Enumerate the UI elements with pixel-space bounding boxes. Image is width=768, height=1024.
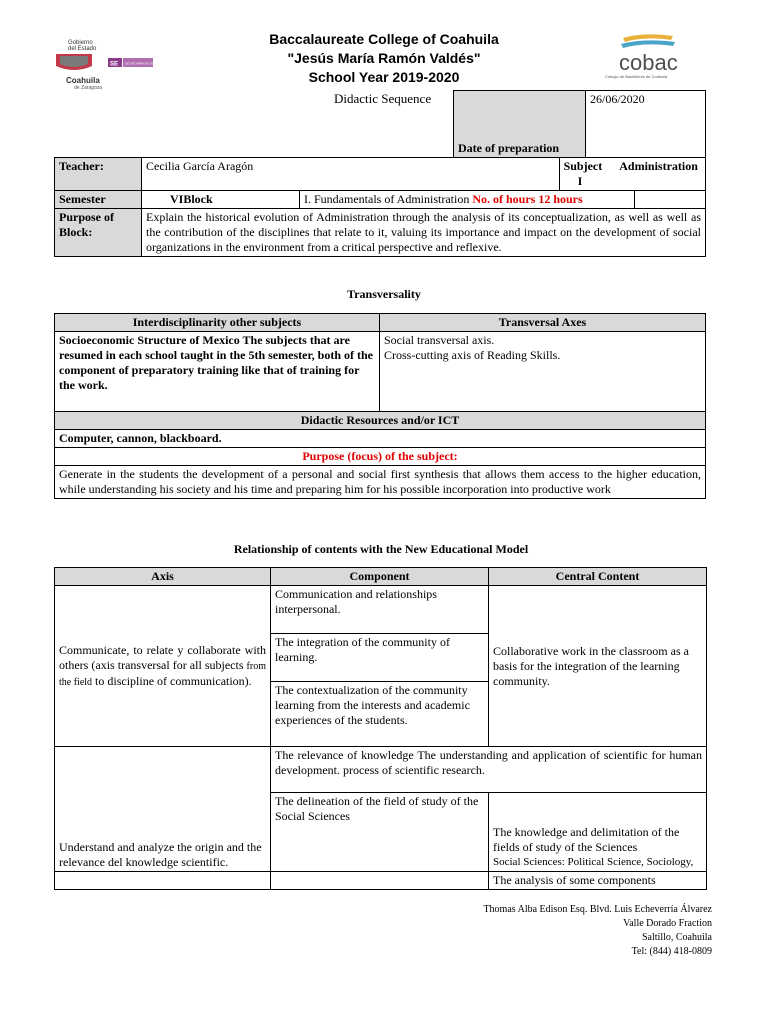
relationship-title: Relationship of contents with the New Educational Model bbox=[233, 542, 529, 556]
teacher-label: Teacher: bbox=[55, 158, 142, 191]
interdisciplinarity-text: Socioeconomic Structure of Mexico The subjects that are resumed in each school taught in the 5th semester, both of the component of preparatory training like that of training for the work. bbox=[55, 332, 380, 412]
header-line1: Baccalaureate College of Coahuila bbox=[269, 31, 499, 47]
footer-line4: Tel: (844) 418-0809 bbox=[631, 946, 712, 957]
component5: The delineation of the field of study of the Social Sciences bbox=[271, 793, 489, 872]
interdisciplinarity-header: Interdisciplinarity other subjects bbox=[55, 314, 380, 332]
axis1-text-c: to discipline of communication). bbox=[95, 673, 252, 688]
relationship-table bbox=[54, 567, 707, 890]
block-label: Block bbox=[183, 192, 213, 206]
component3: The contextualization of the community learning from the interests and academic experiences of the students. bbox=[271, 682, 489, 747]
didactic-sequence-label: Didactic Sequence bbox=[334, 91, 432, 106]
gob-line2: del Estado bbox=[68, 46, 97, 52]
block-cell bbox=[300, 191, 635, 209]
semester-value: VI bbox=[170, 192, 184, 206]
transversal-axes-cell bbox=[380, 332, 706, 412]
subject-purpose-header: Purpose (focus) of the subject: bbox=[55, 448, 706, 466]
transversality-table bbox=[54, 313, 706, 499]
central-content-header: Central Content bbox=[489, 568, 707, 586]
resources-text: Computer, cannon, blackboard. bbox=[55, 430, 706, 448]
resources-header: Didactic Resources and/or ICT bbox=[55, 412, 706, 430]
cobac-logo bbox=[603, 30, 701, 86]
hours-text: No. of hours 12 hours bbox=[472, 192, 583, 206]
teacher-value: Cecilia García Aragón bbox=[142, 158, 560, 191]
subject-number: I bbox=[577, 174, 583, 188]
date-table bbox=[453, 90, 706, 158]
component-header: Component bbox=[271, 568, 489, 586]
component4: The relevance of knowledge The understanding and application of scientific for human development. process of scientific research. bbox=[271, 747, 707, 793]
axis-header: Axis bbox=[55, 568, 271, 586]
semester-label: Semester bbox=[55, 191, 142, 209]
axis1-text-a: Communicate, to relate y collaborate with others (axis transversal for all subjects bbox=[59, 642, 266, 672]
cobac-name: cobac bbox=[619, 50, 678, 75]
footer-line1: Thomas Alba Edison Esq. Blvd. Luis Echeverría Álvarez bbox=[483, 904, 712, 915]
axis2-cell: Understand and analyze the origin and the relevance del knowledge scientific. bbox=[55, 747, 271, 872]
component2: The integration of the community of learning. bbox=[271, 634, 489, 682]
gob-state: Coahuila bbox=[66, 76, 100, 85]
subject-purpose-text: Generate in the students the development of a personal and social first synthesis that allows them access to the higher education, while understanding his society and his time and preparing him for his possible incorporation into productive work bbox=[55, 466, 706, 499]
central2-line-a: The knowledge and delimitation of the fields of study of the Sciences bbox=[493, 825, 680, 854]
central-content3: The analysis of some components bbox=[489, 872, 707, 890]
header-line2: "Jesús María Ramón Valdés" bbox=[287, 50, 481, 66]
transversal-axes-header: Transversal Axes bbox=[380, 314, 706, 332]
government-logo bbox=[52, 36, 168, 91]
axis1-text-b: from the field bbox=[59, 660, 266, 688]
gob-line1: Gobierno bbox=[68, 40, 93, 46]
footer-line3: Saltillo, Coahuila bbox=[642, 932, 712, 943]
header-line3: School Year 2019-2020 bbox=[308, 69, 460, 85]
block-value: I. Fundamentals of Administration bbox=[304, 192, 470, 206]
gob-sub: de Zaragoza bbox=[74, 85, 103, 91]
date-label: Date of preparation bbox=[454, 91, 586, 158]
subject-cell bbox=[559, 158, 705, 191]
central-content2 bbox=[489, 793, 707, 872]
info-table bbox=[54, 157, 706, 257]
purpose-text: Explain the historical evolution of Administration through the analysis of its conceptualization, as well as well as the contribution of the disciplines that relate to it, valuing its importance and impact on the development of social organizations in the environment from a critical perspective and reflexive. bbox=[142, 209, 706, 257]
axis1-cell bbox=[55, 586, 271, 747]
empty-component-cell bbox=[271, 872, 489, 890]
date-value: 26/06/2020 bbox=[586, 91, 706, 158]
cobac-sub: Colegio de Bachilleres de Coahuila bbox=[605, 74, 668, 79]
gob-badge: SE bbox=[110, 61, 119, 68]
empty-axis-cell bbox=[55, 872, 271, 890]
footer-address bbox=[483, 903, 712, 959]
empty-cell bbox=[635, 191, 706, 209]
footer-line2: Valle Dorado Fraction bbox=[623, 918, 712, 929]
subject-value: Administration bbox=[619, 159, 698, 173]
component1: Communication and relationships interpersonal. bbox=[271, 586, 489, 634]
purpose-label: Purpose of Block: bbox=[55, 209, 142, 257]
central2-line-b: Social Sciences: Political Science, Sociology, bbox=[493, 856, 694, 868]
gob-badge-text: SECRETARÍA DE EDUCACIÓN bbox=[125, 61, 168, 66]
transversality-title: Transversality bbox=[347, 287, 421, 301]
subject-label: Subject bbox=[563, 159, 603, 173]
central-content1: Collaborative work in the classroom as a basis for the integration of the learning community. bbox=[489, 586, 707, 747]
semester-block-cell bbox=[142, 191, 300, 209]
axes-line2: Cross-cutting axis of Reading Skills. bbox=[384, 348, 561, 362]
axes-line1: Social transversal axis. bbox=[384, 333, 495, 347]
